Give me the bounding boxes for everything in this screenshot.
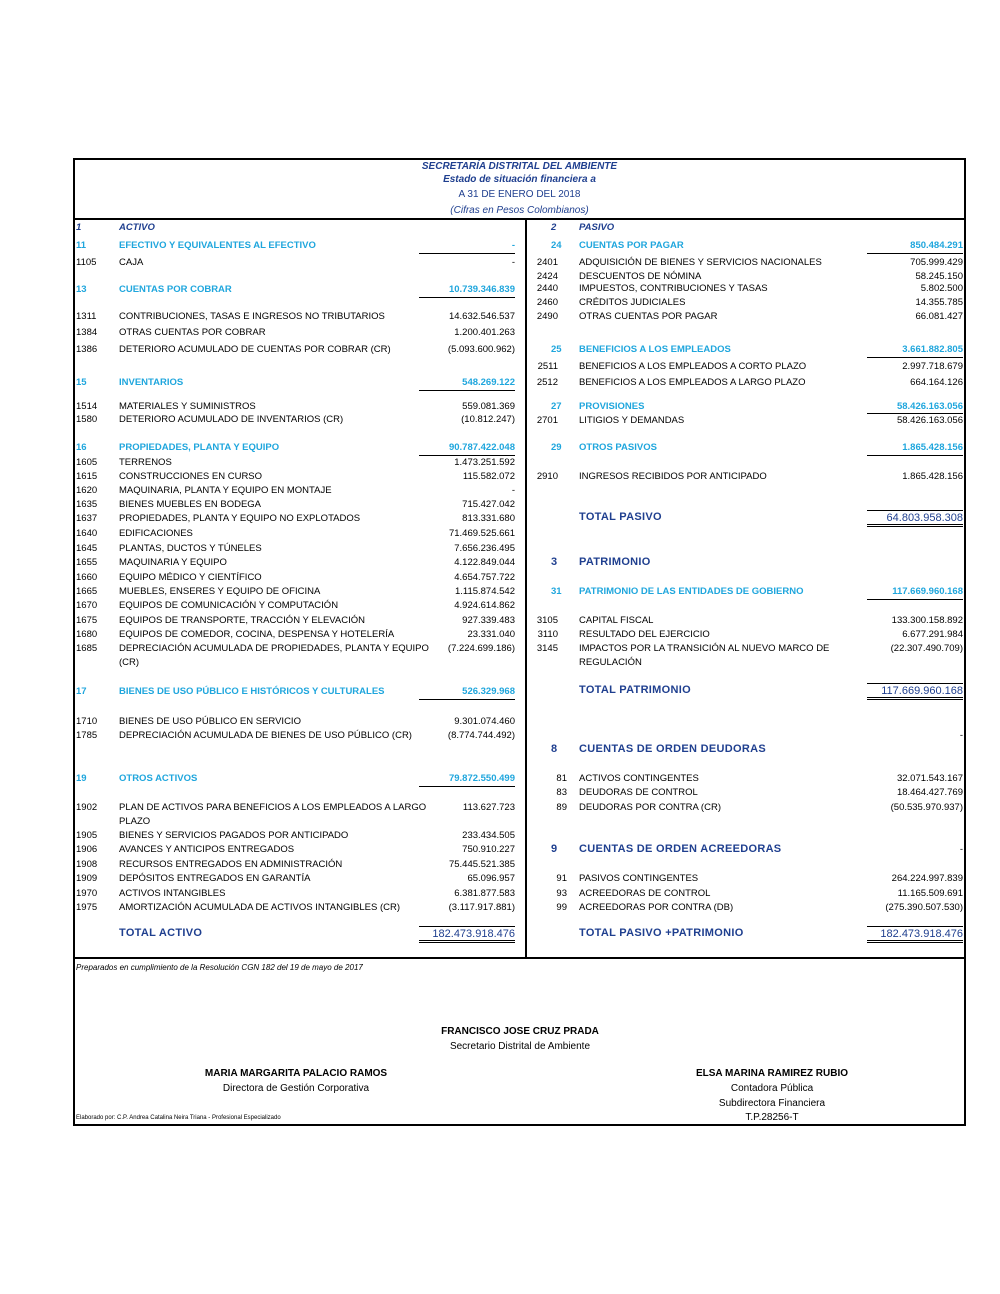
orden-deudoras-code: 8 xyxy=(551,743,558,755)
total-patrimonio-label: TOTAL PATRIMONIO xyxy=(579,684,691,696)
total-pasivo-label: TOTAL PASIVO xyxy=(579,511,662,523)
signature-name-secretario: FRANCISCO JOSE CRUZ PRADA xyxy=(441,1026,599,1037)
underline xyxy=(867,357,963,358)
group-29-label: OTROS PASIVOS xyxy=(579,442,657,453)
account-1580-code: 1580 xyxy=(76,414,98,425)
account-1311-code: 1311 xyxy=(76,311,97,322)
group-27-label: PROVISIONES xyxy=(579,401,645,412)
account-99-code: 99 xyxy=(556,902,567,913)
account-91-value: 264.224.997.839 xyxy=(891,873,963,884)
account-1675-value: 927.339.483 xyxy=(462,615,515,626)
account-1675-code: 1675 xyxy=(76,615,98,626)
account-3105-value: 133.300.158.892 xyxy=(891,615,963,626)
account-1386-label: DETERIORO ACUMULADO DE CUENTAS POR COBRAR (CR) xyxy=(119,344,391,355)
group-24-label: CUENTAS POR PAGAR xyxy=(579,240,684,251)
underline xyxy=(867,510,963,511)
patrimonio-heading: PATRIMONIO xyxy=(579,556,651,568)
total-activo-label: TOTAL ACTIVO xyxy=(119,927,203,939)
account-81-value: 32.071.543.167 xyxy=(896,773,963,784)
account-2910-value: 1.865.428.156 xyxy=(902,471,963,482)
header-divider xyxy=(73,218,966,220)
account-1710-value: 9.301.074.460 xyxy=(454,716,515,727)
account-83-label: DEUDORAS DE CONTROL xyxy=(579,787,698,798)
account-1514-value: 559.081.369 xyxy=(462,401,515,412)
account-1909-label: DEPÓSITOS ENTREGADOS EN GARANTÍA xyxy=(119,873,311,884)
account-2424-code: 2424 xyxy=(536,271,558,282)
group-15-label: INVENTARIOS xyxy=(119,377,184,388)
statement-title: Estado de situación financiera a xyxy=(443,174,596,185)
group-16-label: PROPIEDADES, PLANTA Y EQUIPO xyxy=(119,442,280,453)
account-89-label: DEUDORAS POR CONTRA (CR) xyxy=(579,802,721,813)
account-93-value: 11.165.509.691 xyxy=(897,888,963,899)
account-1906-value: 750.910.227 xyxy=(462,844,515,855)
group-16-code: 16 xyxy=(76,442,87,453)
account-89-code: 89 xyxy=(556,802,567,813)
account-1620-label: MAQUINARIA, PLANTA Y EQUIPO EN MONTAJE xyxy=(119,485,332,496)
account-91-code: 91 xyxy=(556,873,567,884)
account-1620-code: 1620 xyxy=(76,485,98,496)
account-93-label: ACREEDORAS DE CONTROL xyxy=(579,888,711,899)
currency-note: (Cifras en Pesos Colombianos) xyxy=(450,205,589,216)
account-1580-value: (10.812.247) xyxy=(461,414,515,425)
account-1685-label-cont: (CR) xyxy=(119,657,140,668)
account-1605-label: TERRENOS xyxy=(119,457,172,468)
account-1386-value: (5.093.600.962) xyxy=(447,344,515,355)
orden-acreedoras-code: 9 xyxy=(551,843,558,855)
account-2701-label: LITIGIOS Y DEMANDAS xyxy=(579,415,685,426)
account-1635-label: BIENES MUEBLES EN BODEGA xyxy=(119,499,262,510)
account-1970-code: 1970 xyxy=(76,888,98,899)
orden-deudoras-total: - xyxy=(959,730,963,741)
account-1645-value: 7.656.236.495 xyxy=(454,543,515,554)
group-27-code: 27 xyxy=(551,401,562,412)
account-1905-value: 233.434.505 xyxy=(462,830,515,841)
account-1970-label: ACTIVOS INTANGIBLES xyxy=(119,888,226,899)
group-31-value: 117.669.960.168 xyxy=(892,586,963,597)
account-1311-label: CONTRIBUCIONES, TASAS E INGRESOS NO TRIBUTARIOS xyxy=(119,311,385,322)
account-1785-label: DEPRECIACIÓN ACUMULADA DE BIENES DE USO PÚBLICO (CR) xyxy=(119,730,412,741)
account-1670-value: 4.924.614.862 xyxy=(454,600,515,611)
account-1902-value: 113.627.723 xyxy=(462,802,515,813)
account-1635-value: 715.427.042 xyxy=(462,499,515,510)
account-2511-value: 2.997.718.679 xyxy=(902,361,963,372)
account-2401-label: ADQUISICIÓN DE BIENES Y SERVICIOS NACIONALES xyxy=(579,257,822,268)
group-19-code: 19 xyxy=(76,773,87,784)
account-1615-code: 1615 xyxy=(76,471,98,482)
account-1975-value: (3.117.917.881) xyxy=(448,902,515,913)
account-1680-value: 23.331.040 xyxy=(467,629,515,640)
account-1975-code: 1975 xyxy=(76,902,98,913)
account-81-code: 81 xyxy=(556,773,567,784)
account-3110-value: 6.677.291.984 xyxy=(902,629,963,640)
account-2512-code: 2512 xyxy=(536,377,558,388)
account-3110-label: RESULTADO DEL EJERCICIO xyxy=(579,629,710,640)
account-1685-label: DEPRECIACIÓN ACUMULADA DE PROPIEDADES, PLANTA Y EQUIPO xyxy=(119,643,429,654)
activo-heading: ACTIVO xyxy=(119,222,155,233)
account-2424-label: DESCUENTOS DE NÓMINA xyxy=(579,271,702,282)
patrimonio-code: 3 xyxy=(551,556,558,568)
account-1637-code: 1637 xyxy=(76,513,98,524)
account-1675-label: EQUIPOS DE TRANSPORTE, TRACCIÓN Y ELEVACIÓN xyxy=(119,615,366,626)
account-2910-code: 2910 xyxy=(536,471,558,482)
account-1660-value: 4.654.757.722 xyxy=(454,572,515,583)
account-2512-label: BENEFICIOS A LOS EMPLEADOS A LARGO PLAZO xyxy=(579,377,806,388)
account-2460-label: CRÉDITOS JUDICIALES xyxy=(579,297,686,308)
account-2910-label: INGRESOS RECIBIDOS POR ANTICIPADO xyxy=(579,471,767,482)
group-25-value: 3.661.882.805 xyxy=(902,344,963,355)
account-2440-label: IMPUESTOS, CONTRIBUCIONES Y TASAS xyxy=(579,283,768,294)
group-17-code: 17 xyxy=(76,686,87,697)
account-1905-label: BIENES Y SERVICIOS PAGADOS POR ANTICIPADO xyxy=(119,830,349,841)
underline xyxy=(867,599,963,600)
group-17-label: BIENES DE USO PÚBLICO E HISTÓRICOS Y CULTURALES xyxy=(119,686,385,697)
account-1615-label: CONSTRUCCIONES EN CURSO xyxy=(119,471,263,482)
account-1640-code: 1640 xyxy=(76,528,98,539)
account-1384-label: OTRAS CUENTAS POR COBRAR xyxy=(119,327,266,338)
account-1902-code: 1902 xyxy=(76,802,98,813)
resolution-note: Preparados en cumplimiento de la Resolución CGN 182 del 19 de mayo de 2017 xyxy=(76,963,363,972)
account-3145-code: 3145 xyxy=(536,643,558,654)
account-1909-code: 1909 xyxy=(76,873,98,884)
group-31-label: PATRIMONIO DE LAS ENTIDADES DE GOBIERNO xyxy=(579,586,804,597)
account-1975-label: AMORTIZACIÓN ACUMULADA DE ACTIVOS INTANGIBLES (CR) xyxy=(119,902,400,913)
account-99-label: ACREEDORAS POR CONTRA (DB) xyxy=(579,902,734,913)
group-31-code: 31 xyxy=(551,586,562,597)
account-2440-code: 2440 xyxy=(536,283,558,294)
account-1680-code: 1680 xyxy=(76,629,98,640)
signature-role-secretario: Secretario Distrital de Ambiente xyxy=(449,1041,591,1052)
account-1105-value: - xyxy=(511,257,515,268)
account-1311-value: 14.632.546.537 xyxy=(448,311,515,322)
account-1105-label: CAJA xyxy=(119,257,144,268)
account-1615-value: 115.582.072 xyxy=(462,471,515,482)
group-17-value: 526.329.968 xyxy=(462,686,515,697)
account-2511-code: 2511 xyxy=(537,361,558,372)
double-underline xyxy=(867,697,963,700)
group-29-value: 1.865.428.156 xyxy=(902,442,963,453)
account-1665-label: MUEBLES, ENSERES Y EQUIPO DE OFICINA xyxy=(119,586,321,597)
account-1902-label-cont: PLAZO xyxy=(119,816,151,827)
double-underline xyxy=(867,524,963,527)
double-underline xyxy=(867,940,963,943)
account-2511-label: BENEFICIOS A LOS EMPLEADOS A CORTO PLAZO xyxy=(579,361,807,372)
account-1384-value: 1.200.401.263 xyxy=(454,327,515,338)
account-3105-code: 3105 xyxy=(536,615,558,626)
account-1605-code: 1605 xyxy=(76,457,98,468)
group-29-code: 29 xyxy=(551,442,562,453)
account-1620-value: - xyxy=(511,485,515,496)
underline xyxy=(867,683,963,684)
signature-role-contadora: Contadora Pública xyxy=(730,1083,814,1094)
account-89-value: (50.535.970.937) xyxy=(890,802,963,813)
underline xyxy=(867,926,963,927)
signature-tp-contadora: T.P.28256-T xyxy=(745,1112,799,1123)
activo-code: 1 xyxy=(76,222,82,233)
pasivo-heading: PASIVO xyxy=(579,222,615,233)
account-2440-value: 5.802.500 xyxy=(920,283,963,294)
account-1908-label: RECURSOS ENTREGADOS EN ADMINISTRACIÓN xyxy=(119,859,343,870)
account-1635-code: 1635 xyxy=(76,499,98,510)
group-19-value: 79.872.550.499 xyxy=(448,773,515,784)
underline xyxy=(419,253,515,254)
account-1785-value: (8.774.744.492) xyxy=(447,730,515,741)
account-1685-value: (7.224.699.186) xyxy=(447,643,515,654)
group-24-code: 24 xyxy=(551,240,562,251)
account-1908-value: 75.445.521.385 xyxy=(448,859,515,870)
account-1637-label: PROPIEDADES, PLANTA Y EQUIPO NO EXPLOTADOS xyxy=(119,513,361,524)
table-bottom-divider xyxy=(73,957,966,959)
account-1710-code: 1710 xyxy=(76,716,98,727)
account-83-value: 18.464.427.769 xyxy=(896,787,963,798)
account-1785-code: 1785 xyxy=(76,730,98,741)
signature-role-directora: Directora de Gestión Corporativa xyxy=(222,1083,370,1094)
account-1645-code: 1645 xyxy=(76,543,98,554)
account-2460-code: 2460 xyxy=(536,297,558,308)
group-16-value: 90.787.422.048 xyxy=(448,442,515,453)
underline xyxy=(419,390,515,391)
account-3145-label-cont: REGULACIÓN xyxy=(579,657,642,668)
account-2512-value: 664.164.126 xyxy=(910,377,963,388)
account-99-value: (275.390.507.530) xyxy=(885,902,963,913)
total-pasivo-value: 64.803.958.308 xyxy=(886,512,963,524)
group-19-label: OTROS ACTIVOS xyxy=(119,773,198,784)
statement-date: A 31 DE ENERO DEL 2018 xyxy=(458,189,581,200)
group-13-code: 13 xyxy=(76,284,87,295)
total-pasivo-patrimonio-value: 182.473.918.476 xyxy=(880,928,963,940)
account-2401-value: 705.999.429 xyxy=(910,257,963,268)
group-15-code: 15 xyxy=(76,377,87,388)
account-2701-code: 2701 xyxy=(536,415,558,426)
account-1640-label: EDIFICACIONES xyxy=(119,528,193,539)
account-2401-code: 2401 xyxy=(536,257,558,268)
account-1660-label: EQUIPO MÉDICO Y CIENTÍFICO xyxy=(119,572,262,583)
account-91-label: PASIVOS CONTINGENTES xyxy=(579,873,699,884)
account-1655-label: MAQUINARIA Y EQUIPO xyxy=(119,557,227,568)
account-1637-value: 813.331.680 xyxy=(462,513,515,524)
group-25-code: 25 xyxy=(551,344,562,355)
pasivo-code: 2 xyxy=(551,222,557,233)
account-1905-code: 1905 xyxy=(76,830,98,841)
account-1386-code: 1386 xyxy=(76,344,98,355)
group-25-label: BENEFICIOS A LOS EMPLEADOS xyxy=(579,344,731,355)
account-2460-value: 14.355.785 xyxy=(915,297,963,308)
signature-role2-contadora: Subdirectora Financiera xyxy=(718,1098,826,1109)
total-pasivo-patrimonio-label: TOTAL PASIVO +PATRIMONIO xyxy=(579,927,744,939)
account-1580-label: DETERIORO ACUMULADO DE INVENTARIOS (CR) xyxy=(119,414,344,425)
signature-name-directora: MARIA MARGARITA PALACIO RAMOS xyxy=(204,1068,388,1079)
orden-acreedoras-total: - xyxy=(959,844,963,855)
account-1105-code: 1105 xyxy=(76,257,97,268)
account-3145-label: IMPACTOS POR LA TRANSICIÓN AL NUEVO MARCO DE xyxy=(579,643,830,654)
column-divider xyxy=(525,219,527,958)
account-1710-label: BIENES DE USO PÚBLICO EN SERVICIO xyxy=(119,716,301,727)
account-83-code: 83 xyxy=(556,787,567,798)
account-1680-label: EQUIPOS DE COMEDOR, COCINA, DESPENSA Y HOTELERÍA xyxy=(119,629,395,640)
group-11-code: 11 xyxy=(76,240,87,251)
account-81-label: ACTIVOS CONTINGENTES xyxy=(579,773,699,784)
account-1906-label: AVANCES Y ANTICIPOS ENTREGADOS xyxy=(119,844,295,855)
underline xyxy=(867,413,963,414)
account-3145-value: (22.307.490.709) xyxy=(890,643,963,654)
account-2490-label: OTRAS CUENTAS POR PAGAR xyxy=(579,311,718,322)
account-93-code: 93 xyxy=(556,888,567,899)
account-1640-value: 71.469.525.661 xyxy=(448,528,515,539)
underline xyxy=(867,253,963,254)
account-1906-code: 1906 xyxy=(76,844,98,855)
double-underline xyxy=(419,940,515,943)
account-1902-label: PLAN DE ACTIVOS PARA BENEFICIOS A LOS EMPLEADOS A LARGO xyxy=(119,802,427,813)
entity-title: SECRETARÍA DISTRITAL DEL AMBIENTE xyxy=(421,161,618,172)
underline xyxy=(419,699,515,700)
underline xyxy=(419,455,515,456)
account-3110-code: 3110 xyxy=(537,629,558,640)
total-patrimonio-value: 117.669.960.168 xyxy=(881,685,963,697)
account-2701-value: 58.426.163.056 xyxy=(896,415,963,426)
account-1909-value: 65.096.957 xyxy=(467,873,515,884)
account-1908-code: 1908 xyxy=(76,859,98,870)
group-11-value: - xyxy=(511,240,515,251)
account-3105-label: CAPITAL FISCAL xyxy=(579,615,654,626)
account-1670-code: 1670 xyxy=(76,600,98,611)
account-1970-value: 6.381.877.583 xyxy=(454,888,515,899)
group-11-label: EFECTIVO Y EQUIVALENTES AL EFECTIVO xyxy=(119,240,316,251)
account-2490-code: 2490 xyxy=(536,311,558,322)
account-1514-label: MATERIALES Y SUMINISTROS xyxy=(119,401,256,412)
group-15-value: 548.269.122 xyxy=(462,377,515,388)
account-1605-value: 1.473.251.592 xyxy=(454,457,515,468)
account-1665-code: 1665 xyxy=(76,586,98,597)
account-1655-code: 1655 xyxy=(76,557,98,568)
underline xyxy=(867,455,963,456)
signature-name-contadora: ELSA MARINA RAMIREZ RUBIO xyxy=(695,1068,849,1079)
group-27-value: 58.426.163.056 xyxy=(896,401,963,412)
prepared-by: Elaborado por: C.P. Andrea Catalina Neira Triana - Profesional Especializado xyxy=(76,1115,281,1121)
account-2424-value: 58.245.150 xyxy=(915,271,963,282)
account-1384-code: 1384 xyxy=(76,327,98,338)
orden-acreedoras-heading: CUENTAS DE ORDEN ACREEDORAS xyxy=(579,843,782,855)
account-1660-code: 1660 xyxy=(76,572,98,583)
account-1514-code: 1514 xyxy=(76,401,98,412)
total-activo-value: 182.473.918.476 xyxy=(432,928,515,940)
account-1645-label: PLANTAS, DUCTOS Y TÚNELES xyxy=(119,543,262,554)
orden-deudoras-heading: CUENTAS DE ORDEN DEUDORAS xyxy=(579,743,766,755)
underline xyxy=(419,786,515,787)
account-2490-value: 66.081.427 xyxy=(915,311,963,322)
account-1670-label: EQUIPOS DE COMUNICACIÓN Y COMPUTACIÓN xyxy=(119,600,339,611)
account-1685-code: 1685 xyxy=(76,643,98,654)
account-1665-value: 1.115.874.542 xyxy=(454,586,515,597)
group-13-label: CUENTAS POR COBRAR xyxy=(119,284,232,295)
group-24-value: 850.484.291 xyxy=(910,240,963,251)
account-1655-value: 4.122.849.044 xyxy=(454,557,515,568)
underline xyxy=(419,297,515,298)
underline xyxy=(419,926,515,927)
group-13-value: 10.739.346.839 xyxy=(448,284,515,295)
